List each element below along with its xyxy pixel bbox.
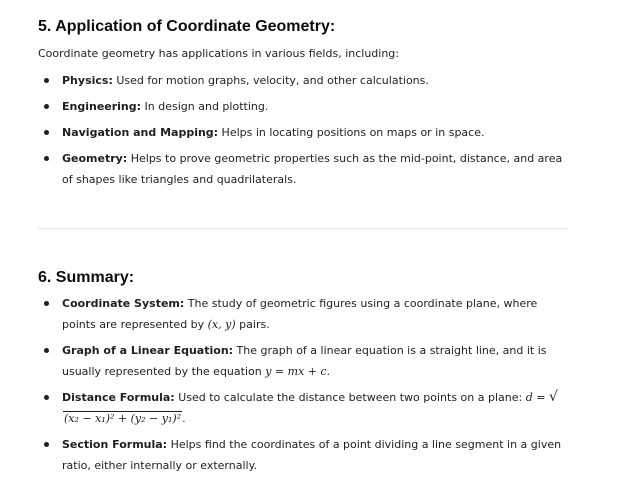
item-text: Used to calculate the distance between two points on a plane: <box>174 391 526 404</box>
item-term: Distance Formula: <box>62 391 175 404</box>
list-item <box>38 434 568 476</box>
item-text-after: . <box>182 412 186 425</box>
section-title-application: 5. Application of Coordinate Geometry: <box>38 18 336 35</box>
item-text: The study of geometric figures using a coordinate plane, where points are represented by <box>62 297 538 331</box>
item-text-after: pairs. <box>235 318 270 331</box>
math-expression: y = mx + c <box>265 365 327 378</box>
item-text: The graph of a linear equation is a straight line, and it is usually represented by the equation <box>62 344 547 378</box>
application-list <box>38 70 568 195</box>
square-root-icon: √ <box>548 389 558 405</box>
item-term: Section Formula: <box>62 438 168 451</box>
list-item <box>38 70 568 91</box>
summary-list <box>38 293 568 481</box>
item-text: Helps to prove geometric properties such as the mid-point, distance, and area of shapes like triangles and quadrilaterals. <box>62 152 563 186</box>
section-divider <box>38 228 567 229</box>
math-expression: (x, y) <box>207 318 236 331</box>
item-term: Graph of a Linear Equation: <box>62 344 234 357</box>
list-item <box>38 293 568 335</box>
list-item <box>38 122 568 143</box>
list-item <box>38 387 568 429</box>
list-item <box>38 96 568 117</box>
item-text: Used for motion graphs, velocity, and other calculations. <box>112 74 429 87</box>
item-term: Navigation and Mapping: <box>62 126 219 139</box>
item-term: Physics: <box>62 74 113 87</box>
math-radicand: (x₂ − x₁)² + (y₂ − y₁)² <box>64 412 182 425</box>
section-title-summary: 6. Summary: <box>38 269 135 286</box>
item-term: Geometry: <box>62 152 128 165</box>
item-text: In design and plotting. <box>141 100 269 113</box>
list-item <box>38 148 568 190</box>
item-text: Helps find the coordinates of a point dividing a line segment in a given ratio, either internally or externally. <box>62 438 562 472</box>
item-term: Engineering: <box>62 100 142 113</box>
application-intro: Coordinate geometry has applications in various fields, including: <box>38 47 399 60</box>
item-text: Helps in locating positions on maps or in space. <box>218 126 485 139</box>
item-text-after: . <box>326 365 331 378</box>
list-item <box>38 340 568 382</box>
item-term: Coordinate System: <box>62 297 185 310</box>
math-expression: d = <box>525 391 546 404</box>
